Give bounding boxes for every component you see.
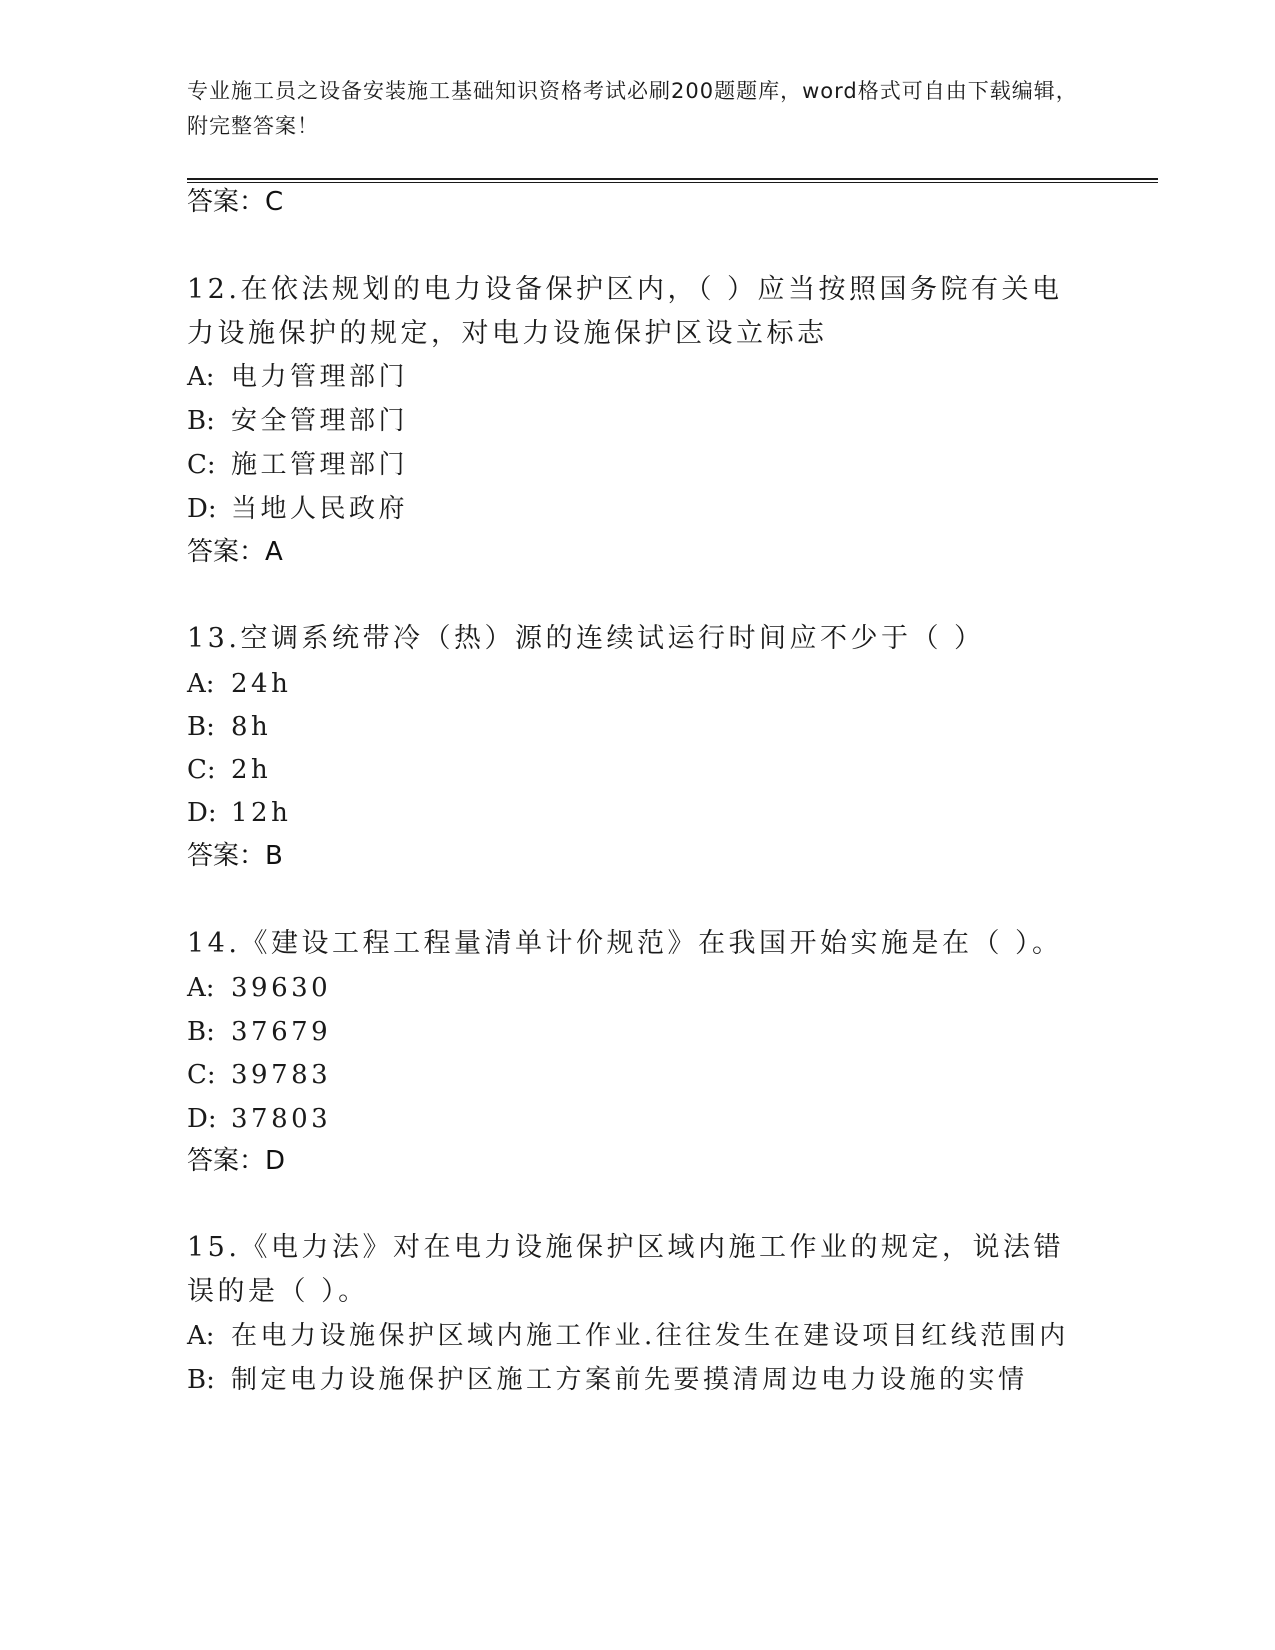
question-13: 13.空调系统带冷（热）源的连续试运行时间应不少于（ ） [187, 623, 985, 654]
answer-11: 答案：C [187, 187, 284, 217]
answer-13: 答案：B [187, 841, 283, 871]
question-14: 14.《建设工程工程量清单计价规范》在我国开始实施是在（ ）。 [187, 928, 1063, 959]
option-15-a: A: 在电力设施保护区域内施工作业.往往发生在建设项目红线范围内 [187, 1321, 1069, 1351]
option-12-a: A: 电力管理部门 [187, 362, 409, 392]
option-13-b: B: 8h [187, 712, 272, 742]
option-13-c: C: 2h [187, 755, 272, 785]
option-13-d: D: 12h [187, 798, 292, 828]
option-12-b: B: 安全管理部门 [187, 406, 409, 436]
option-14-d: D: 37803 [187, 1104, 332, 1134]
header-divider [187, 178, 1158, 180]
document-header: 专业施工员之设备安装施工基础知识资格考试必刷200题题库，word格式可自由下载编辑，附完整答案！ [187, 79, 1078, 138]
option-14-a: A: 39630 [187, 973, 332, 1003]
question-15: 15.《电力法》对在电力设施保护区域内施工作业的规定，说法错误的是（ ）。 [187, 1232, 1064, 1307]
option-15-b: B: 制定电力设施保护区施工方案前先要摸清周边电力设施的实情 [187, 1365, 1028, 1395]
answer-12: 答案：A [187, 537, 283, 567]
option-13-a: A: 24h [187, 669, 292, 699]
question-12: 12.在依法规划的电力设备保护区内，（ ）应当按照国务院有关电力设施保护的规定，对电力设施保护区设立标志 [187, 274, 1063, 349]
option-14-b: B: 37679 [187, 1017, 332, 1047]
header-divider-thin [187, 182, 1158, 183]
answer-14: 答案：D [187, 1146, 286, 1176]
option-14-c: C: 39783 [187, 1060, 332, 1090]
option-12-c: C: 施工管理部门 [187, 450, 409, 480]
option-12-d: D: 当地人民政府 [187, 494, 409, 524]
